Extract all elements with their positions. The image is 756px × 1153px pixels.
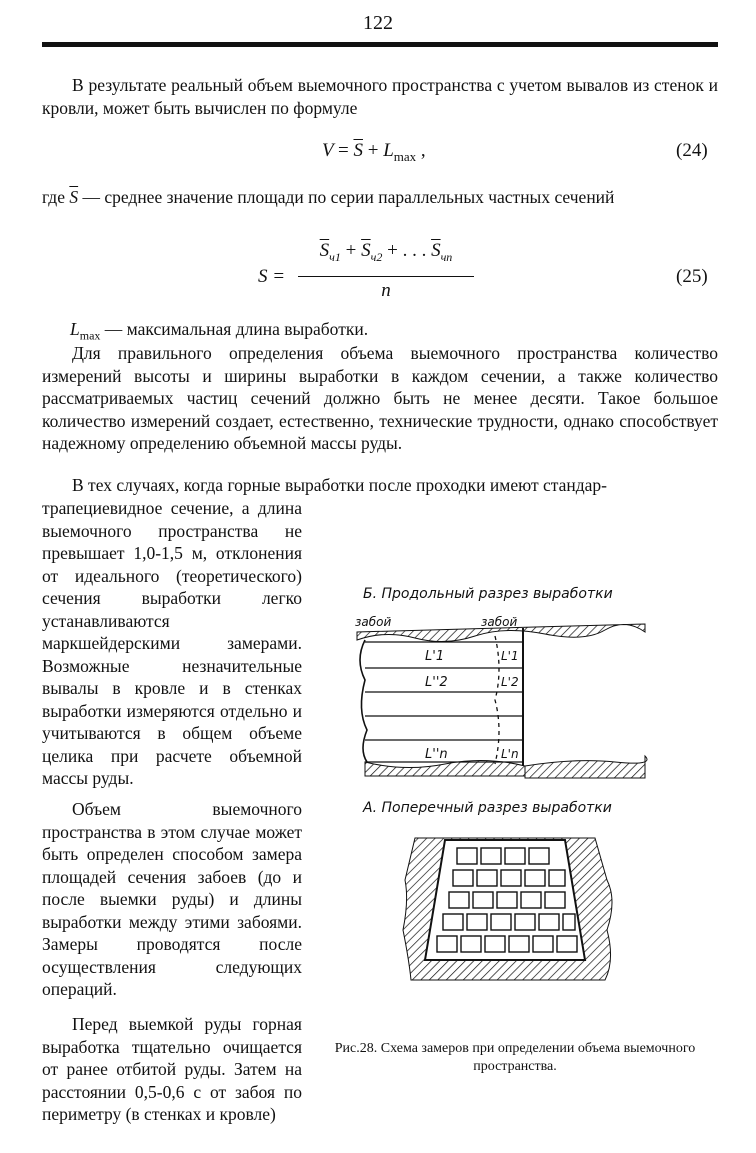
paragraph-2: Для правильного определения объема выемочного пространства количество измерений высоты и ширины выработки в каждом сечении, а также количество рассматриваемых частиц сечений должно быть не менее десяти. Такое большое количество измерений создает, естественно, технические трудности, однако способствует надежному определению объемной массы руды. [42,343,718,453]
num-sub1: ч1 [329,249,341,264]
formula-24-s: $\overline{S}$ [353,140,363,161]
num-sub2: ч2 [370,249,383,264]
figure-caption: Рис.28. Схема замеров при определении объема выемочного пространства. [334,1041,696,1074]
intro-paragraph: В результате реальный объем выемочного пространства с учетом вывалов из стенок и кровли, может быть вычислен по формуле [42,75,718,118]
where-text-2: — среднее значение площади по серии параллельных частных сечений [78,187,615,207]
fraction-bar [298,276,474,277]
label-l1: L'1 [425,649,445,664]
figure-title-a: А. Поперечный разрез выработки [363,800,612,816]
zaboi-right-label: забой [481,615,518,629]
lmax-text: — максимальная длина выработки. [100,319,369,339]
header-rule [42,42,718,47]
num-plus2: + . . . [382,240,432,261]
num-plus1: + [340,240,362,261]
formula-24-plus: + [367,140,379,161]
zaboi-left-label: забой [355,615,392,629]
page-number: 122 [363,12,393,34]
num-subn: чn [440,249,453,264]
formula-24-number: (24) [676,140,708,161]
dashed-face [495,636,499,764]
formula-24-tail: , [416,140,426,161]
num-sn: $\overline{S}$ [431,240,441,261]
formula-25-denominator: n [381,280,391,301]
floor-hatching-left [365,760,525,776]
num-s1: $\overline{S}$ [319,240,330,261]
formula-25-number: (25) [676,266,708,287]
formula-24-sub: max [393,148,417,164]
column-paragraph-3: Перед выемкой руды горная выработка тщательно очищается от ранее отбитой руды. Затем на расстоянии 0,5-0,6 с от забоя по периметру (в стенках и кровле) [42,1014,302,1124]
formula-25-lhs: S = [258,266,286,287]
floor-hatching-right [525,756,647,778]
formula-25-numerator [298,240,474,265]
left-face [360,640,367,762]
label-l1-right: L'1 [501,649,519,663]
where-paragraph [42,186,718,209]
label-ln-right: L'n [501,747,519,761]
lmax-sub: max [79,328,101,343]
label-l2-right: L'2 [501,675,519,689]
where-text-1: где [42,187,65,207]
formula-24-l: L [383,140,394,161]
where-s: $\overline{S}$ [69,187,79,207]
formula-24-eq: = [338,140,349,161]
paragraph-3-first-line: В тех случаях, когда горные выработки после проходки имеют стандар- [72,475,607,495]
formula-24 [322,140,426,165]
label-l2: L''2 [425,675,448,690]
column-paragraph-2: Объем выемочного пространства в этом случае может быть определен способом замера площадей сечения забоев (до и после выемки руды) и длины выработки между этими забоями. Замеры проводятся после осуществления следующих операций. [42,799,302,999]
figure-title-b: Б. Продольный разрез выработки [363,586,613,602]
figure-28 [345,580,720,990]
column-paragraph-1: трапециевидное сечение, а длина выемочного пространства не превышает 1,0-1,5 м, отклонения от идеального (теоретического) сечения выработки легко устанавливаются маркшейдерскими замерами. Возможные незначительные вывалы в кровле и в стенках выработки измеряются отдельно и учитываются в общем объеме целика при расчете объемной массы руды. [42,498,302,788]
label-ln: L''n [425,747,448,762]
formula-24-lhs: V [322,140,334,161]
num-s2: $\overline{S}$ [361,240,371,261]
figure-diagram [345,580,720,990]
lmax-l: L [70,319,80,339]
